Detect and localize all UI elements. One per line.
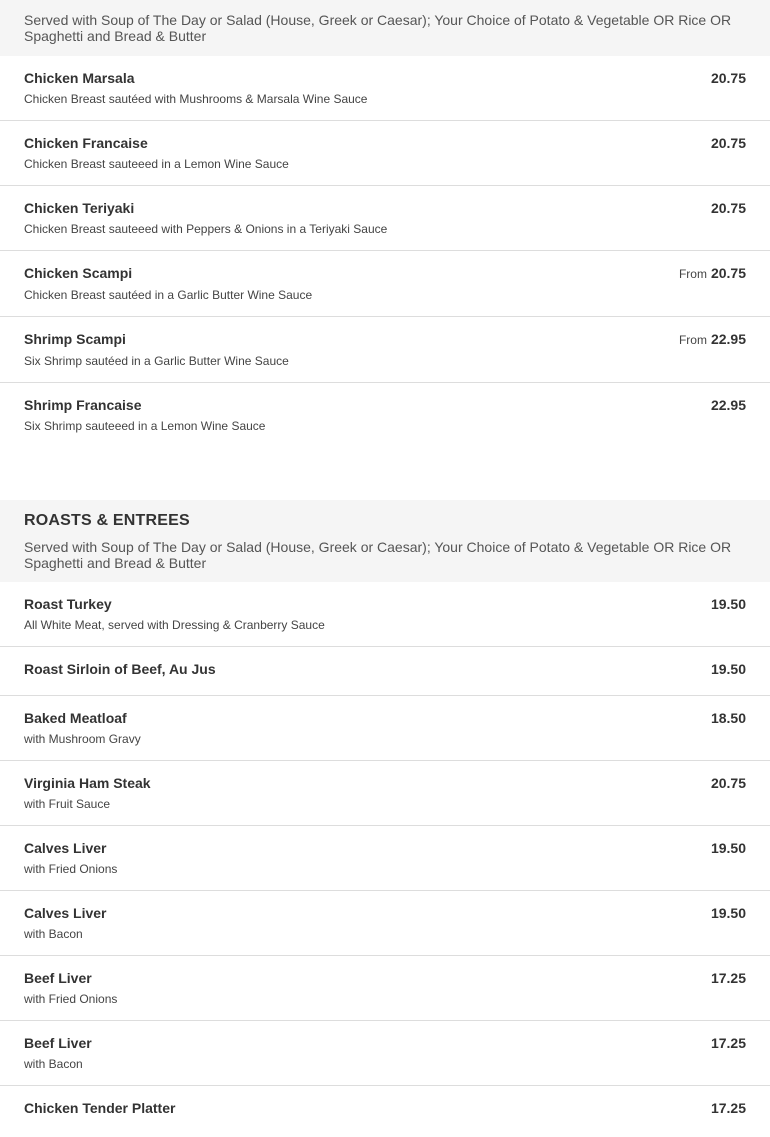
item-name: Virginia Ham Steak: [24, 775, 151, 791]
item-price-value: 22.95: [710, 331, 746, 347]
item-price: [711, 775, 746, 791]
item-name: Chicken Tender Platter: [24, 1100, 176, 1116]
item-price: [711, 710, 746, 726]
item-price-value: 19.50: [710, 596, 746, 612]
item-price-value: 18.50: [710, 710, 746, 726]
item-name: Calves Liver: [24, 840, 107, 856]
item-price-value: 20.75: [710, 200, 746, 216]
item-description: with Fruit Sauce: [24, 797, 111, 811]
item-price-value: 20.75: [710, 265, 746, 281]
item-description: Six Shrimp sautéed in a Garlic Butter Wine Sauce: [24, 354, 289, 368]
item-price-value: 19.50: [710, 661, 746, 677]
menu-item[interactable]: [0, 1086, 770, 1137]
item-price: [711, 840, 746, 856]
menu-item[interactable]: [0, 582, 770, 647]
item-description: Six Shrimp sauteeed in a Lemon Wine Sauce: [24, 419, 266, 433]
item-description: Chicken Breast sauteeed with Peppers & Onions in a Teriyaki Sauce: [24, 222, 388, 236]
item-name: Shrimp Scampi: [24, 331, 126, 347]
section-spacer: [0, 448, 770, 500]
menu-item[interactable]: [0, 186, 770, 251]
menu-item[interactable]: [0, 121, 770, 186]
item-price: [711, 200, 746, 216]
item-name: Beef Liver: [24, 1035, 92, 1051]
item-price: [679, 331, 746, 348]
item-description: with Mushroom Gravy: [24, 732, 141, 746]
item-name: Baked Meatloaf: [24, 710, 127, 726]
section-description: Served with Soup of The Day or Salad (House, Greek or Caesar); Your Choice of Potato & Vegetable OR Rice OR Spaghetti and Bread & Butter: [24, 12, 732, 44]
item-price-value: 20.75: [710, 775, 746, 791]
item-price-value: 20.75: [710, 135, 746, 151]
item-price: [711, 661, 746, 677]
item-description: with Fried Onions: [24, 862, 118, 876]
menu-item[interactable]: [0, 317, 770, 383]
menu-item[interactable]: [0, 891, 770, 956]
item-name: Chicken Scampi: [24, 265, 133, 281]
item-price: [711, 970, 746, 986]
section-title: ROASTS & ENTREES: [24, 512, 190, 529]
item-price-value: 17.25: [710, 1035, 746, 1051]
menu-item[interactable]: [0, 761, 770, 826]
section-header-roasts: [0, 500, 770, 582]
menu-item[interactable]: [0, 1021, 770, 1086]
menu-item[interactable]: [0, 56, 770, 121]
section-items-poultry: [0, 56, 770, 448]
item-price: [711, 1035, 746, 1051]
item-price-value: 22.95: [710, 397, 746, 413]
section-items-roasts: [0, 582, 770, 1137]
item-price-value: 17.25: [710, 1100, 746, 1116]
item-price-value: 19.50: [710, 905, 746, 921]
item-name: Roast Turkey: [24, 596, 112, 612]
item-name: Chicken Francaise: [24, 135, 148, 151]
menu-item[interactable]: [0, 956, 770, 1021]
item-name: Shrimp Francaise: [24, 397, 142, 413]
menu-item[interactable]: [0, 251, 770, 317]
section-header-poultry: [0, 0, 770, 56]
price-from-label: From: [678, 267, 707, 281]
item-description: Chicken Breast sauteeed in a Lemon Wine Sauce: [24, 157, 289, 171]
item-description: with Bacon: [24, 927, 83, 941]
item-description: with Bacon: [24, 1057, 83, 1071]
item-price: [711, 1100, 746, 1116]
menu-item[interactable]: [0, 696, 770, 761]
price-from-label: From: [678, 333, 707, 347]
item-price: [711, 905, 746, 921]
item-name: Chicken Marsala: [24, 70, 135, 86]
item-price-value: 19.50: [710, 840, 746, 856]
section-description: Served with Soup of The Day or Salad (House, Greek or Caesar); Your Choice of Potato & Vegetable OR Rice OR Spaghetti and Bread & Butter: [24, 539, 732, 571]
menu-item[interactable]: [0, 647, 770, 696]
item-price: [711, 135, 746, 151]
item-price: [711, 70, 746, 86]
item-price-value: 20.75: [710, 70, 746, 86]
item-price: [711, 596, 746, 612]
menu-item[interactable]: [0, 826, 770, 891]
item-name: Chicken Teriyaki: [24, 200, 135, 216]
item-description: All White Meat, served with Dressing & Cranberry Sauce: [24, 618, 325, 632]
item-description: Chicken Breast sautéed in a Garlic Butter Wine Sauce: [24, 288, 313, 302]
item-description: Chicken Breast sautéed with Mushrooms & Marsala Wine Sauce: [24, 92, 368, 106]
item-name: Roast Sirloin of Beef, Au Jus: [24, 661, 216, 677]
item-name: Beef Liver: [24, 970, 92, 986]
item-name: Calves Liver: [24, 905, 107, 921]
item-price: [711, 397, 746, 413]
item-price-value: 17.25: [710, 970, 746, 986]
menu-item[interactable]: [0, 383, 770, 448]
item-price: [679, 265, 746, 282]
item-description: with Fried Onions: [24, 992, 118, 1006]
